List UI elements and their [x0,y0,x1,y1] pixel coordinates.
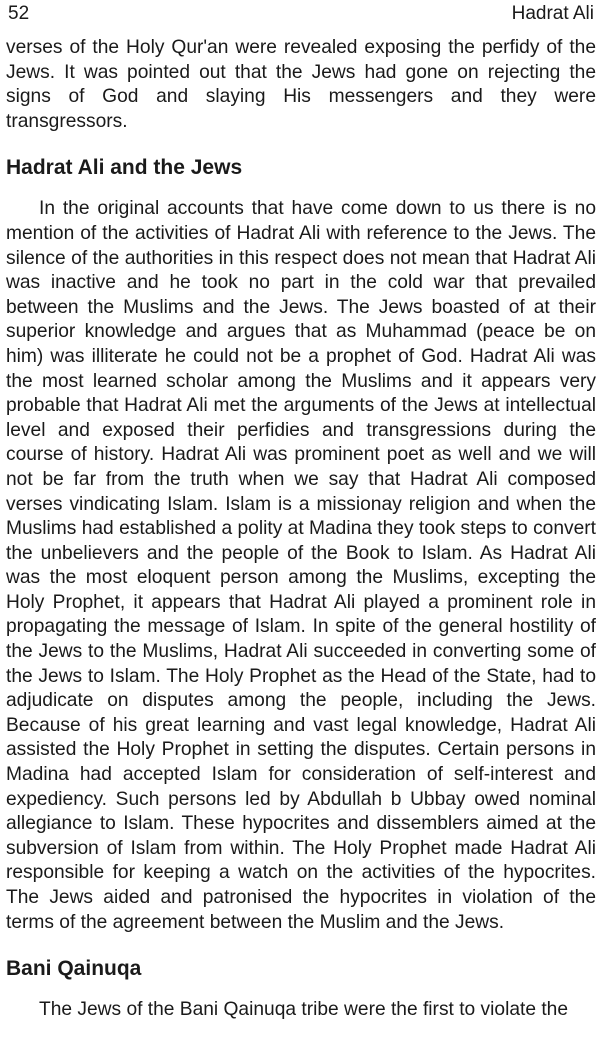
running-header [6,0,596,28]
page-number: 52 [8,3,30,24]
section-paragraph-bani-qainuqa: The Jews of the Bani Qainuqa tribe were the first to violate the [39,999,569,1021]
running-title: Hadrat Ali [511,3,594,24]
section-heading-hadrat-ali-and-the-jews: Hadrat Ali and the Jews [6,156,243,180]
intro-paragraph: verses of the Holy Qur'an were revealed exposing the perfidy of the Jews. It was pointed out that the Jews had gone on rejecting the signs of God and slaying His messengers and they were transgressors. [6,37,596,132]
section-heading-bani-qainuqa: Bani Qainuqa [6,957,142,981]
section-paragraph-hadrat-ali-and-the-jews: In the original accounts that have come down to us there is no mention of the activities of Hadrat Ali with reference to the Jews. The silence of the authorities in this respect does not mean that Hadrat Ali was inactive and he took no part in the cold war that prevailed between the Muslims and the Jews. The Jews boasted of at their superior knowledge and argues that as Muhammad (peace be on him) was illiterate he could not be a prophet of God. Hadrat Ali was the most learned scholar among the Muslims and it appears very probable that Hadrat Ali met the arguments of the Jews at intellectual level and exposed their perfidies and transgressions during the course of history. Hadrat Ali was prominent poet as well and we will not be far from the truth when we say that Hadrat Ali composed verses vindicating Islam. Islam is a missionay religion and when the Muslims had established a polity at Madina they took steps to convert the unbelievers and the people of the Book to Islam. As Hadrat Ali was the most eloquent person among the Muslims, excepting the Holy Prophet, it appears that Hadrat Ali played a prominent role in propagating the message of Islam. In spite of the general hostility of the Jews to the Muslims, Hadrat Ali succeeded in converting some of the Jews to Islam. The Holy Prophet as the Head of the State, had to adjudicate on disputes among the people, including the Jews. Because of his great learning and vast legal knowledge, Hadrat Ali assisted the Holy Prophet in setting the disputes. Certain persons in Madina had accepted Islam for consideration of self-interest and expediency. Such persons led by Abdullah b Ubbay owed nominal allegiance to Islam. These hypocrites and dissemblers aimed at the subversion of Islam from within. The Holy Prophet made Hadrat Ali responsible for keeping a watch on the activities of the hypocrites. The Jews aided and patronised the hypocrites in violation of the terms of the agreement between the Muslim and the Jews. [6,198,596,933]
